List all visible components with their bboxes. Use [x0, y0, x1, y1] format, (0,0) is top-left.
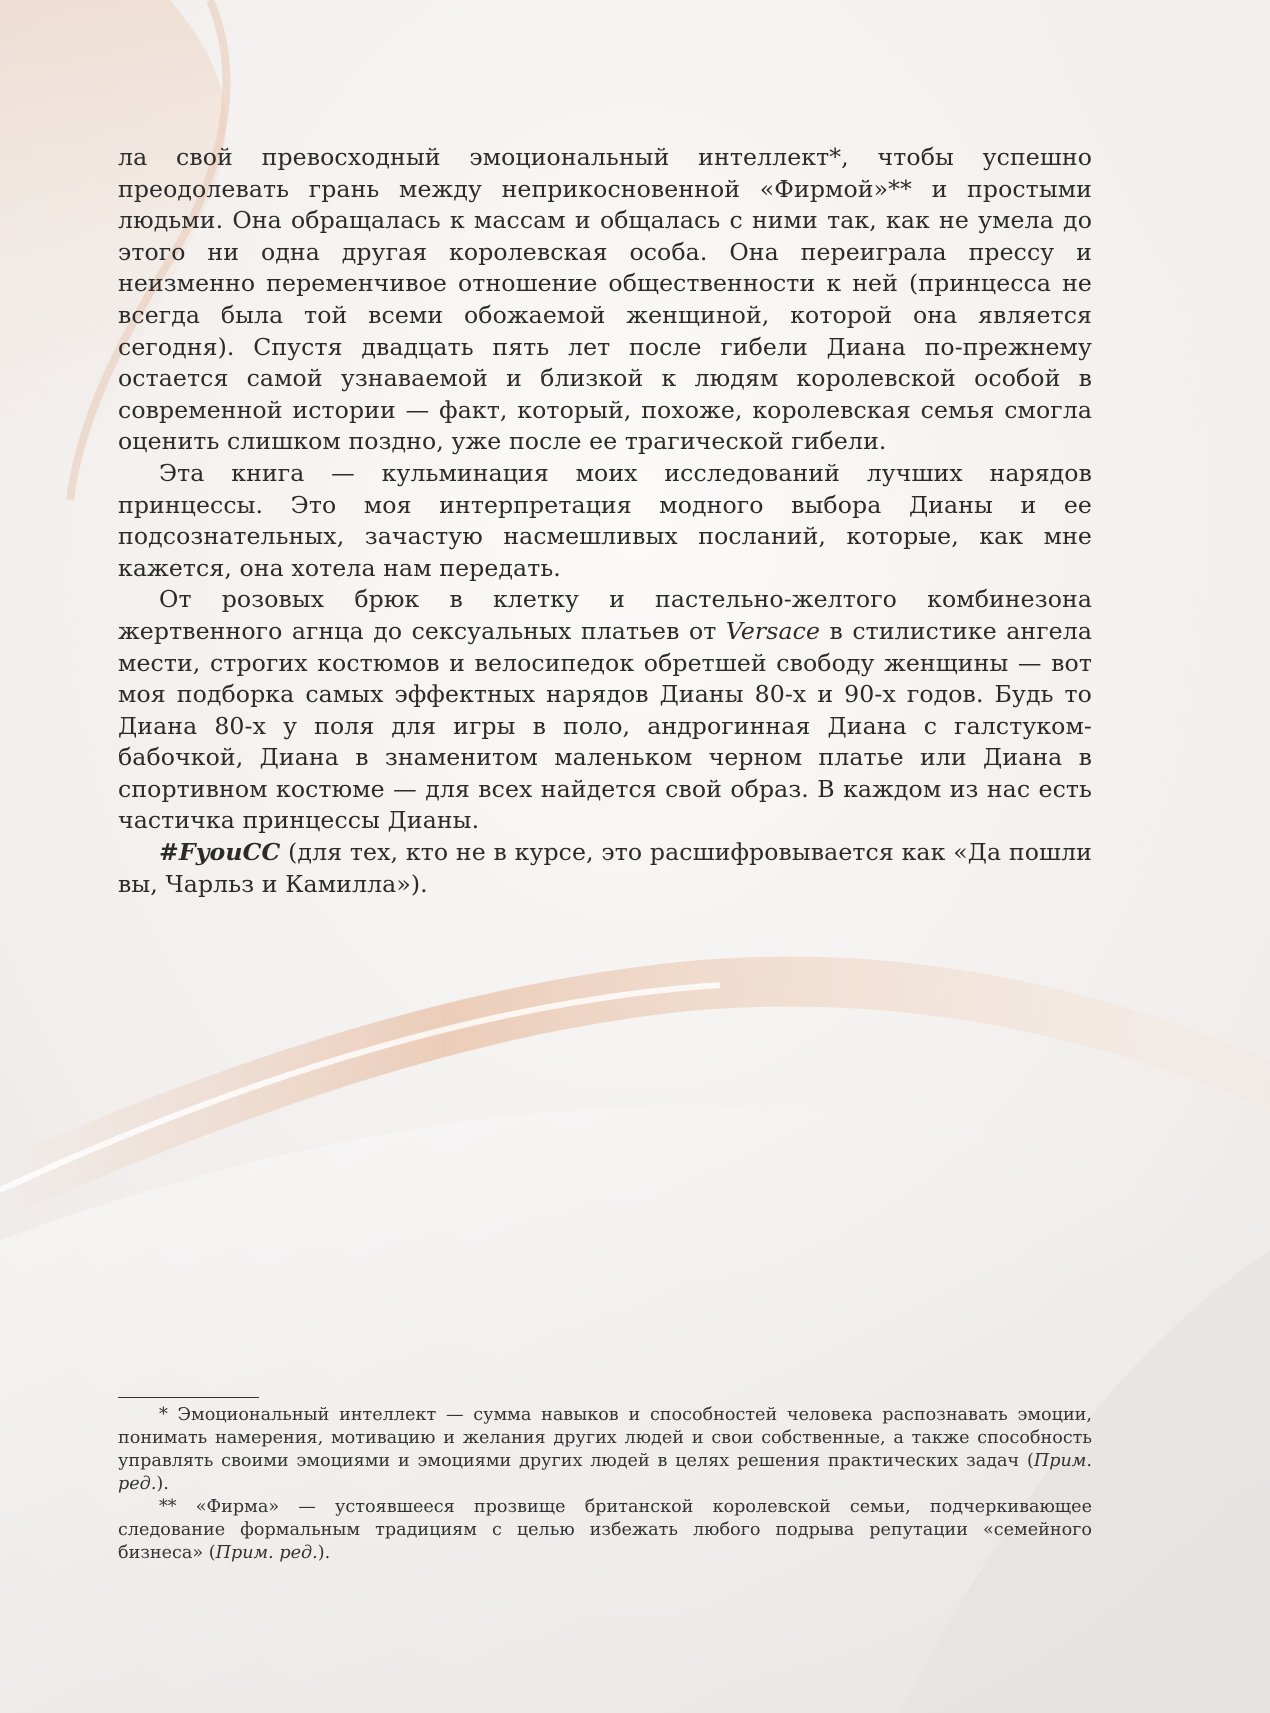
footnote-2	[118, 1496, 1092, 1565]
paragraph-4	[118, 837, 1092, 900]
footnote-1-close: ).	[156, 1474, 169, 1494]
hashtag: #FyouCC	[159, 838, 281, 867]
footnote-2-text: ** «Фирма» — устоявшееся прозвище британской королевской семьи, подчеркивающее следование формальным традициям с целью избежать любого подрыва репутации «семейного бизнеса» (	[118, 1497, 1092, 1563]
main-text	[118, 142, 1092, 900]
footnote-divider	[118, 1397, 259, 1398]
footnote-1-text: * Эмоциональный интеллект — сумма навыков и способностей человека распознавать эмоции, понимать намерения, мотивацию и желания других людей и свои собственные, а также способность управлять своими эмоциями и эмоциями других людей в целях решения практических задач (	[118, 1405, 1092, 1471]
footnote-1	[118, 1404, 1092, 1496]
footnote-1-note: Прим. ред.	[118, 1451, 1092, 1494]
paragraph-3-end: в стилистике ангела мести, строгих костюмов и велосипедок обретшей свободу женщины — вот моя подборка самых эффектных нарядов Дианы 80-х и 90-х годов. Будь то Диана 80-х у поля для игры в поло, андрогинная Диана с галстуком-бабочкой, Диана в знаменитом маленьком черном платье или Диана в спортивном костюме — для всех найдется свой образ. В каждом из нас есть частичка принцессы Дианы.	[118, 616, 1092, 835]
footnote-2-close: ).	[317, 1543, 331, 1563]
footnotes	[118, 1404, 1092, 1565]
paragraph-3	[118, 584, 1092, 837]
footnote-2-note: Прим. ред.	[215, 1543, 318, 1563]
paragraph-4-rest: (для тех, кто не в курсе, это расшифровывается как «Да пошли вы, Чарльз и Камилла»).	[118, 838, 1092, 898]
paragraph-3-start: От розовых брюк в клетку и пастельно-желтого комбинезона жертвенного агнца до сексуальных платьев от	[118, 585, 1092, 645]
paragraph-2: Эта книга — кульминация моих исследований лучших нарядов принцессы. Это моя интерпретация модного выбора Дианы и ее подсознательных, зачастую насмешливых посланий, которые, как мне кажется, она хотела нам передать.	[118, 458, 1092, 582]
brand-versace: Versace	[725, 616, 821, 645]
paragraph-1: ла свой превосходный эмоциональный интеллект*, чтобы успешно преодолевать грань между неприкосновенной «Фирмой»** и простыми людьми. Она обращалась к массам и общалась с ними так, как не умела до этого ни одна другая королевская особа. Она переиграла прессу и неизменно переменчивое отношение общественности к ней (принцесса не всегда была той всеми обожаемой женщиной, которой она является сегодня). Спустя двадцать пять лет после гибели Диана по-прежнему остается самой узнаваемой и близкой к людям королевской особой в современной истории — факт, который, похоже, королевская семья смогла оценить слишком поздно, уже после ее трагической гибели.	[118, 143, 1092, 456]
